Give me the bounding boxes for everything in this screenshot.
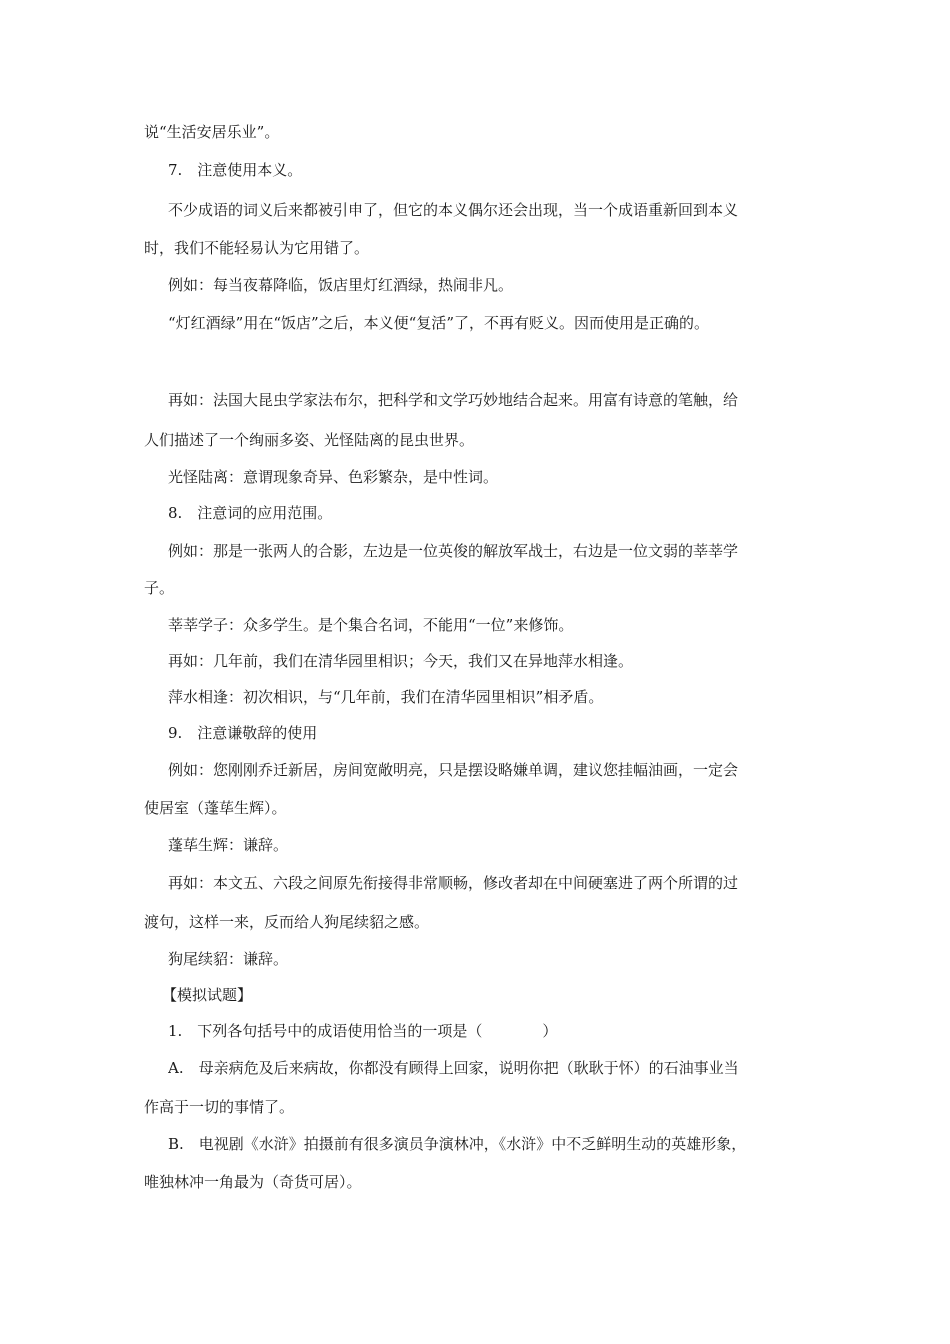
option-a: A. 母亲病危及后来病故，你都没有顾得上回家，说明你把（耿耿于怀）的石油事业当 xyxy=(168,1059,739,1077)
explanation-line: 萍水相逢：初次相识，与“几年前，我们在清华园里相识”相矛盾。 xyxy=(168,688,604,706)
example-line: 例如：您刚刚乔迁新居，房间宽敞明亮，只是摆设略嫌单调，建议您挂幅油画，一定会 xyxy=(168,761,739,779)
text-line: 说“生活安居乐业”。 xyxy=(144,123,280,141)
example-line: 例如：每当夜幕降临，饭店里灯红酒绿，热闹非凡。 xyxy=(168,276,514,294)
text-line: 使居室（蓬荜生辉）。 xyxy=(144,799,287,817)
explanation-line: 莘莘学子：众多学生。是个集合名词，不能用“一位”来修饰。 xyxy=(168,616,574,634)
example-line: 再如：法国大昆虫学家法布尔，把科学和文学巧妙地结合起来。用富有诗意的笔触，给 xyxy=(168,391,739,409)
explanation-line: 狗尾续貂：谦辞。 xyxy=(168,950,289,968)
example-line: 再如：几年前，我们在清华园里相识；今天，我们又在异地萍水相逢。 xyxy=(168,652,634,670)
question-stem: 1. 下列各句括号中的成语使用恰当的一项是（ ） xyxy=(168,1022,558,1040)
text-line: 时，我们不能轻易认为它用错了。 xyxy=(144,239,370,257)
section-heading: 7. 注意使用本义。 xyxy=(168,161,303,179)
text-line: 子。 xyxy=(144,579,175,597)
text-line: 唯独林冲一角最为（奇货可居）。 xyxy=(144,1173,362,1191)
section-title: 【模拟试题】 xyxy=(162,986,253,1004)
text-line: 作高于一切的事情了。 xyxy=(144,1098,295,1116)
section-heading: 8. 注意词的应用范围。 xyxy=(168,504,333,522)
example-line: 再如：本文五、六段之间原先衔接得非常顺畅，修改者却在中间硬塞进了两个所谓的过 xyxy=(168,874,739,892)
text-line: 人们描述了一个绚丽多姿、光怪陆离的昆虫世界。 xyxy=(144,431,475,449)
section-heading: 9. 注意谦敬辞的使用 xyxy=(168,724,318,742)
text-line: 渡句，这样一来，反而给人狗尾续貂之感。 xyxy=(144,913,430,931)
option-b: B. 电视剧《水浒》拍摄前有很多演员争演林冲，《水浒》中不乏鲜明生动的英雄形象， xyxy=(168,1135,747,1153)
explanation-line: 蓬荜生辉：谦辞。 xyxy=(168,836,289,854)
explanation-line: “灯红酒绿”用在“饭店”之后，本义便“复活”了，不再有贬义。因而使用是正确的。 xyxy=(168,314,710,332)
example-line: 例如：那是一张两人的合影，左边是一位英俊的解放军战士，右边是一位文弱的莘莘学 xyxy=(168,542,739,560)
explanation-line: 光怪陆离：意谓现象奇异、色彩繁杂，是中性词。 xyxy=(168,468,499,486)
text-line: 不少成语的词义后来都被引申了，但它的本义偶尔还会出现，当一个成语重新回到本义 xyxy=(168,201,739,219)
